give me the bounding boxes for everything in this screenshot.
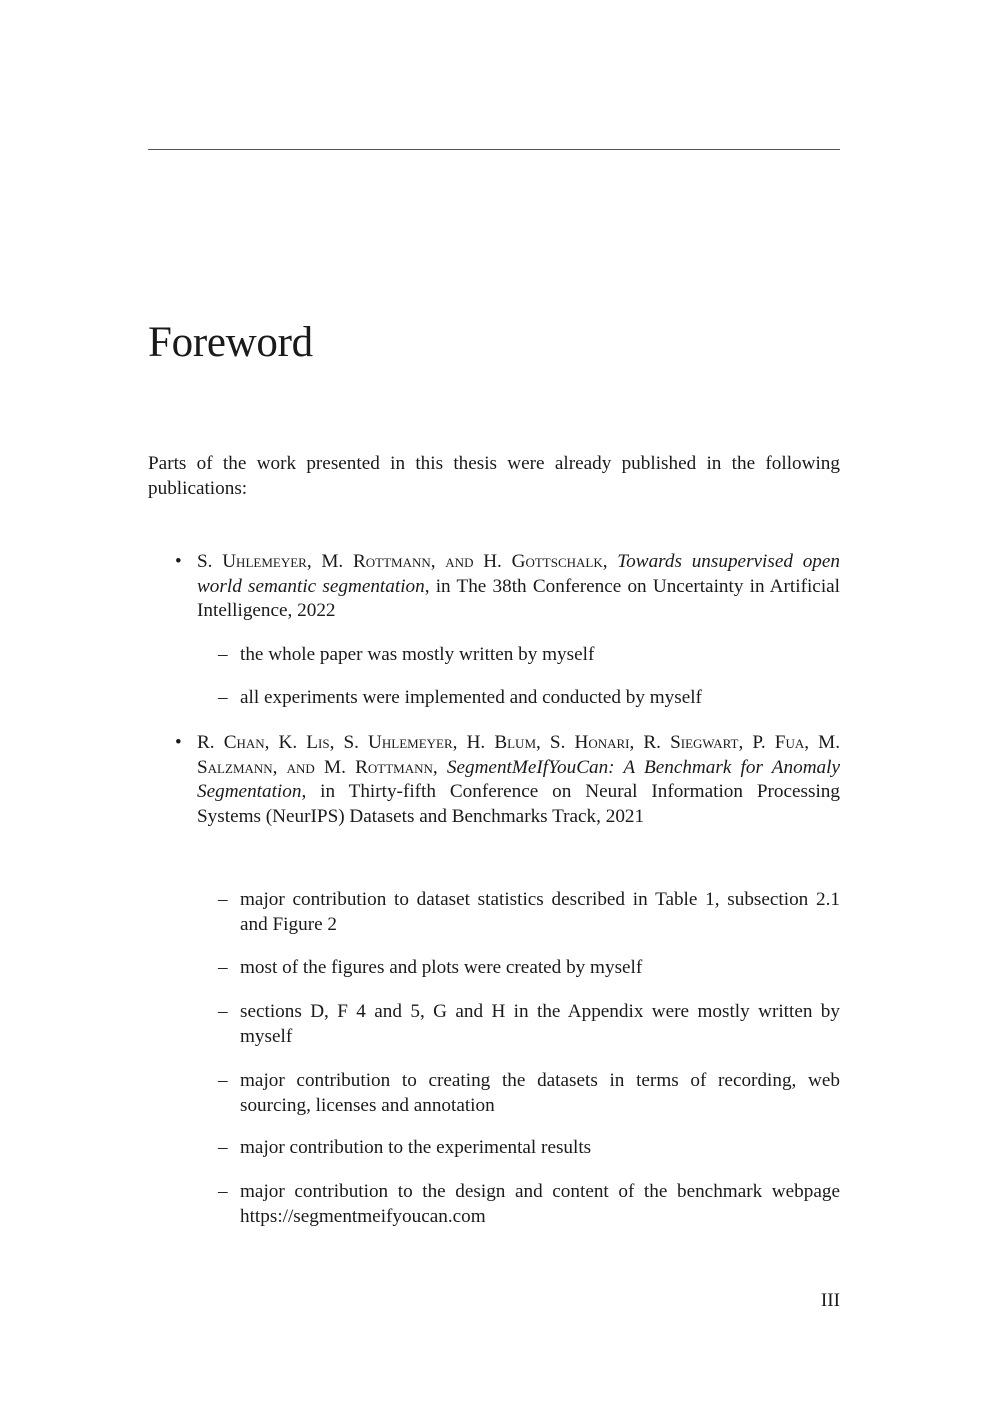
bullet-icon: •	[175, 551, 182, 572]
publication-venue: , in Thirty-fifth Conference on Neural Information Processing Systems (NeurIPS) Datasets and Benchmarks Track, 2021	[197, 781, 840, 827]
contribution-text: sections D, F 4 and 5, G and H in the Appendix were mostly written by myself	[240, 1001, 840, 1047]
page-number: III	[820, 1290, 840, 1311]
dash-icon: –	[218, 1137, 228, 1158]
publication-item: • S. Uhlemeyer, M. Rottmann, and H. Gottschalk, Towards unsupervised open world semantic segmentation, in The 38th Conference on Uncertainty in Artificial Intelligence, 2022	[175, 551, 841, 621]
contribution-text: all experiments were implemented and conducted by myself	[240, 687, 702, 708]
dash-icon: –	[218, 644, 228, 665]
dash-icon: –	[218, 1001, 228, 1022]
publication-title: Towards unsupervised open world semantic segmentation	[197, 551, 840, 597]
contribution-text: the whole paper was mostly written by myself	[240, 644, 595, 665]
publication-item: • R. Chan, K. Lis, S. Uhlemeyer, H. Blum, S. Honari, R. Siegwart, P. Fua, M. Salzmann, and M. Rottmann, SegmentMeIfYouCan: A Benchmark for Anomaly Segmentation, in Thirty-fifth Conference on Neural Information Processing Systems (NeurIPS) Datasets and Benchmarks Track, 2021	[175, 732, 841, 827]
contribution-item	[218, 956, 840, 981]
dash-icon: –	[218, 687, 228, 708]
contribution-text: major contribution to creating the datasets in terms of recording, web sourcing, licenses and annotation	[240, 1070, 840, 1116]
header-rule	[148, 149, 840, 150]
dash-icon: –	[218, 1070, 228, 1091]
bullet-icon: •	[175, 732, 182, 753]
publication-authors: R. Chan, K. Lis, S. Uhlemeyer, H. Blum, S. Honari, R. Siegwart, P. Fua, M. Salzmann, and M. Rottmann	[197, 732, 840, 778]
intro-paragraph: Parts of the work presented in this thesis were already published in the following publications:	[148, 453, 840, 499]
contribution-text: most of the figures and plots were created by myself	[240, 957, 643, 978]
chapter-title: Foreword	[148, 319, 313, 366]
contribution-item	[218, 1000, 840, 1049]
contribution-item	[218, 888, 840, 937]
contribution-text: major contribution to the experimental results	[240, 1137, 592, 1158]
dash-icon: –	[218, 889, 228, 910]
contribution-text: major contribution to dataset statistics described in Table 1, subsection 2.1 and Figure 2	[240, 889, 840, 935]
publication-authors: S. Uhlemeyer, M. Rottmann, and H. Gottschalk	[197, 551, 603, 572]
publication-venue: , in The 38th Conference on Uncertainty in Artificial Intelligence, 2022	[197, 575, 841, 621]
dash-icon: –	[218, 957, 228, 978]
contribution-item	[218, 686, 840, 711]
contribution-item	[218, 643, 840, 668]
contribution-text: major contribution to the design and content of the benchmark webpage https://segmentmeifyoucan.com	[240, 1181, 840, 1227]
contribution-item	[218, 1069, 840, 1118]
contribution-item	[218, 1180, 840, 1229]
dash-icon: –	[218, 1181, 228, 1202]
publication-title: SegmentMeIfYouCan: A Benchmark for Anomaly Segmentation	[197, 756, 841, 802]
contribution-item	[218, 1136, 840, 1161]
